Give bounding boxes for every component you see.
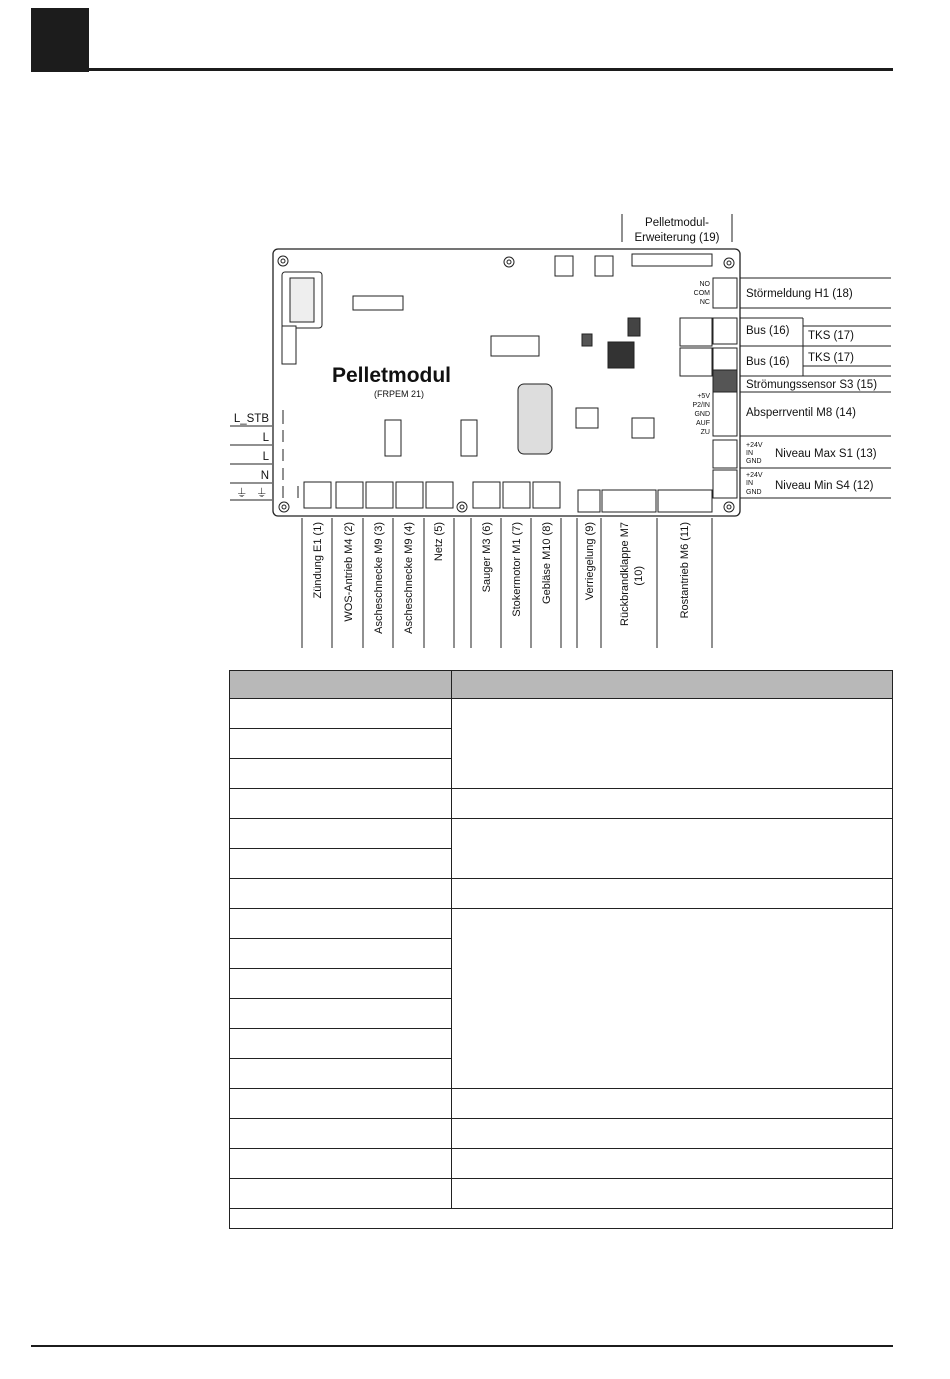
- connector-11: [658, 490, 712, 512]
- valve-connector: [713, 392, 737, 436]
- callout-backburn-flap: Rückbrandklappe M7: [619, 522, 631, 626]
- callout-valve: Absperrventil M8 (14): [746, 407, 856, 419]
- callout-tks-1: TKS (17): [808, 330, 855, 342]
- callout-grate-drive: Rostantrieb M6 (11): [679, 522, 691, 619]
- pin-nc: NC: [699, 299, 710, 306]
- table-row: [230, 879, 893, 909]
- board-title: Pelletmodul: [332, 364, 452, 387]
- pin-no: NO: [699, 281, 710, 288]
- table-row: [230, 789, 893, 819]
- pin-max-24v: +24V: [746, 442, 763, 449]
- table-row: [230, 699, 893, 729]
- pin-min-in: IN: [746, 480, 753, 487]
- table-row: [230, 1089, 893, 1119]
- callout-ash-screw-4: Ascheschnecke M9 (4): [403, 522, 415, 634]
- pin-p2: P2/IN: [692, 402, 710, 409]
- connector-3: [366, 482, 393, 508]
- callout-bus-1: Bus (16): [746, 325, 790, 337]
- pin-min-gnd: GND: [746, 489, 762, 496]
- connector-1: [304, 482, 331, 508]
- board-subtitle: (FRPEM 21): [374, 389, 425, 399]
- connector-5: [426, 482, 453, 508]
- connector-8: [533, 482, 560, 508]
- pin-gnd: GND: [694, 411, 710, 418]
- callout-flow-sensor: Strömungssensor S3 (15): [746, 379, 878, 391]
- connector-4: [396, 482, 423, 508]
- connector-10: [602, 490, 656, 512]
- sensor-socket: [576, 408, 598, 428]
- rj45-bus-1: [680, 318, 712, 346]
- wiring-diagram: [0, 0, 950, 660]
- pin-max-gnd: GND: [746, 458, 762, 465]
- fuse-f3: [461, 420, 477, 456]
- capacitor: [518, 384, 552, 454]
- callout-lstb: L_STB: [233, 413, 269, 425]
- callout-n: N: [260, 470, 269, 482]
- table-row: [230, 819, 893, 849]
- pin-com: COM: [693, 290, 710, 297]
- table-footer-row: [230, 1209, 893, 1229]
- pin-5v: +5V: [697, 393, 710, 400]
- microcontroller: [608, 342, 634, 368]
- connector-7: [503, 482, 530, 508]
- regulator-2: [595, 256, 613, 276]
- callout-bus-2: Bus (16): [746, 356, 790, 368]
- connector-9: [578, 490, 600, 512]
- ground-symbol-2: ⏚: [256, 488, 268, 500]
- callout-expansion-2: Erweiterung (19): [634, 232, 720, 244]
- pin-min-24v: +24V: [746, 472, 763, 479]
- callout-wos-drive: WOS-Antrieb M4 (2): [343, 522, 355, 622]
- flow-sensor-connector: [713, 370, 737, 392]
- pin-zu: ZU: [700, 429, 710, 436]
- callout-l1: L: [262, 432, 269, 444]
- regulator-1: [555, 256, 573, 276]
- expansion-header: [632, 254, 712, 266]
- table-row: [230, 1119, 893, 1149]
- tks-connector-1: [713, 318, 737, 344]
- rj45-bus-2: [680, 348, 712, 376]
- callout-fault-relay: Störmeldung H1 (18): [746, 288, 853, 300]
- heatsink: [491, 336, 539, 356]
- callout-tks-2: TKS (17): [808, 352, 855, 364]
- pin-header: [628, 318, 640, 336]
- table-header-row: [230, 671, 893, 699]
- pin-max-in: IN: [746, 450, 753, 457]
- table-row: [230, 909, 893, 939]
- pin-auf: AUF: [696, 420, 710, 427]
- fuse-f2: [385, 420, 401, 456]
- fuse-f1: [282, 326, 296, 364]
- callout-level-min: Niveau Min S4 (12): [775, 480, 874, 492]
- level-min-connector: [713, 470, 737, 498]
- callout-expansion-1: Pelletmodul-: [645, 217, 709, 229]
- connector-2: [336, 482, 363, 508]
- level-max-connector: [713, 440, 737, 468]
- footer-rule: [31, 1345, 893, 1347]
- callout-mains: Netz (5): [433, 522, 445, 562]
- relay-block: [353, 296, 403, 310]
- callout-l2: L: [262, 451, 269, 463]
- relay-connector: [713, 278, 737, 308]
- callout-backburn-flap-num: (10): [633, 566, 645, 586]
- callout-suction: Sauger M3 (6): [481, 522, 493, 593]
- callout-stoker: Stokermotor M1 (7): [511, 522, 523, 617]
- connector-6: [473, 482, 500, 508]
- table-row: [230, 1179, 893, 1209]
- table-header-cell: [452, 671, 893, 699]
- ground-symbol-1: ⏚: [236, 488, 248, 500]
- table-header-cell: [230, 671, 452, 699]
- callout-ignition: Zündung E1 (1): [312, 522, 324, 599]
- valve-socket: [632, 418, 654, 438]
- connection-table: [229, 670, 893, 1230]
- callout-level-max: Niveau Max S1 (13): [775, 448, 877, 460]
- callout-interlock: Verriegelung (9): [584, 522, 596, 601]
- table-row: [230, 1149, 893, 1179]
- callout-blower: Gebläse M10 (8): [541, 522, 553, 604]
- callout-ash-screw-3: Ascheschnecke M9 (3): [373, 522, 385, 634]
